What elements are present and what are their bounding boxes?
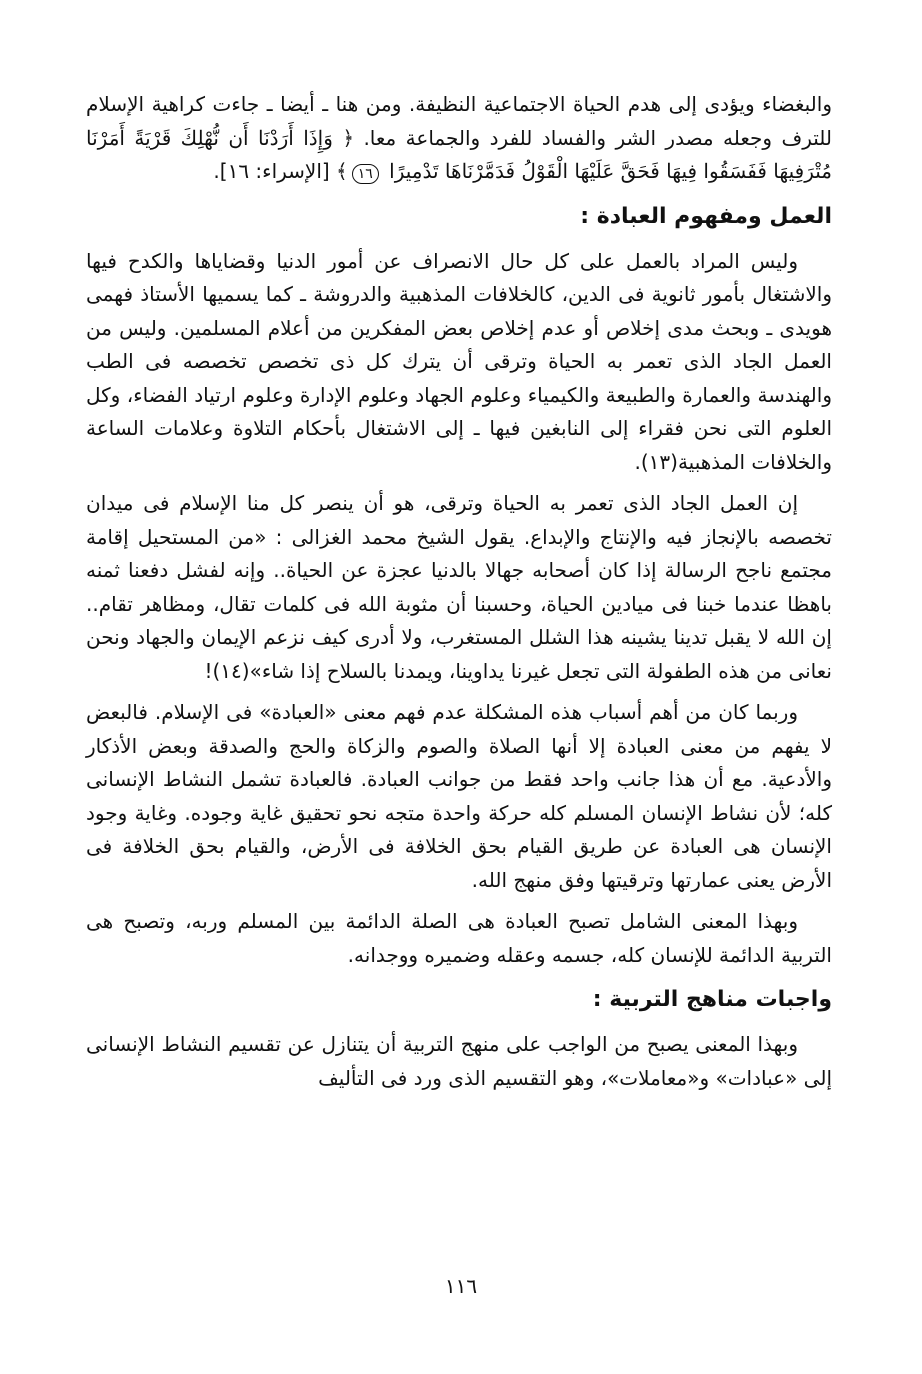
book-page — [86, 88, 832, 1103]
quran-close-bracket: ﴾ — [336, 159, 348, 183]
paragraph-5: وبهذا المعنى يصبح من الواجب على منهج التربية أن يتنازل عن تقسيم النشاط الإنسانى إلى «عبادات» و«معاملات»، وهو التقسيم الذى ورد فى التأليف — [86, 1032, 832, 1090]
quran-verse-text: وَإِذَا أَرَدْنَا أَن نُّهْلِكَ قَرْيَةً أَمَرْنَا مُتْرَفِيهَا فَفَسَقُوا فِيهَا فَحَقَّ عَلَيْهَا الْقَوْلُ فَدَمَّرْنَاهَا تَدْمِيرًا — [86, 125, 832, 183]
page-number: ١١٦ — [444, 1274, 478, 1298]
section-heading-work-worship: العمل ومفهوم العبادة : — [580, 203, 832, 229]
quran-open-bracket: ﴿ — [342, 125, 355, 150]
surah-reference: [الإسراء: ١٦]. — [213, 159, 330, 183]
paragraph-4: وبهذا المعنى الشامل تصبح العبادة هى الصلة الدائمة بين المسلم وربه، وتصبح هى التربية الدائمة للإنسان كله، جسمه وعقله وضميره ووجدانه. — [86, 909, 832, 967]
paragraph-3: وربما كان من أهم أسباب هذه المشكلة عدم فهم معنى «العبادة» فى الإسلام. فالبعض لا يفهم من معنى العبادة إلا أنها الصلاة والصوم والزكاة والحج والصدقة وبعض الأذكار والأدعية. مع أن هذا جانب واحد فقط من جوانب العبادة. فالعبادة تشمل النشاط الإنسانى كله؛ لأن نشاط الإنسان المسلم كله حركة واحدة متجه نحو تحقيق غاية وجوده. وغاية وجود الإنسان هى العبادة عن طريق القيام بحق الخلافة فى الأرض، والقيام بحق الخلافة فى الأرض يعنى عمارتها وترقيتها وفق منهج الله. — [86, 700, 832, 892]
section-heading-curricula-duties: واجبات مناهج التربية : — [592, 987, 832, 1012]
paragraph-1: وليس المراد بالعمل على كل حال الانصراف عن أمور الدنيا وقضاياها والكدح فيها والاشتغال بأمور ثانوية فى الدين، كالخلافات المذهبية والدروشة ـ كما يسميها الأستاذ فهمى هويدى ـ وبحث مدى إخلاص أو عدم إخلاص بعض المفكرين من أعلام المسلمين. وليس من العمل الجاد الذى تعمر به الحياة وترقى أن يترك كل ذى تخصص تخصصه فى الطب والهندسة والعمارة والطبيعة والكيمياء وعلوم الجهاد وعلوم الإدارة وعلوم ارتياد الفضاء، وكل العلوم التى نحن فقراء إلى النابغين فيها ـ إلى الاشتغال بأحكام التلاوة وعلامات الساعة والخلافات المذهبية(١٣). — [86, 248, 832, 474]
opening-paragraph — [86, 88, 832, 189]
paragraph-2: إن العمل الجاد الذى تعمر به الحياة وترقى، هو أن ينصر كل منا الإسلام فى ميدان تخصصه بالإنجاز فيه والإنتاج والإبداع. يقول الشيخ محمد الغزالى : «من المستحيل إقامة مجتمع ناجح الرسالة إذا كان أصحابه جهالا بالدنيا عجزة عن الحياة.. وإنه لفشل دفعنا ثمنه باهظا عندما خبنا فى ميادين الحياة، وحسبنا أن مثوبة الله فى كلمات تقال، ومظاهر تقام.. إن الله لا يقبل تدينا يشينه هذا الشلل المستغرب، ولا أدرى كيف نزعم الإيمان والجهاد ونحن نعانى من هذه الطفولة التى تجعل غيرنا يداوينا، ويمدنا بالسلاح إذا شاء»(١٤)! — [86, 491, 832, 683]
opening-text: والبغضاء ويؤدى إلى هدم الحياة الاجتماعية النظيفة. ومن هنا ـ أيضا ـ جاءت كراهية الإسلام للترف وجعله مصدر الشر والفساد للفرد والجماعة معا. — [86, 92, 833, 150]
ayah-number-mark: ١٦ — [352, 164, 379, 184]
